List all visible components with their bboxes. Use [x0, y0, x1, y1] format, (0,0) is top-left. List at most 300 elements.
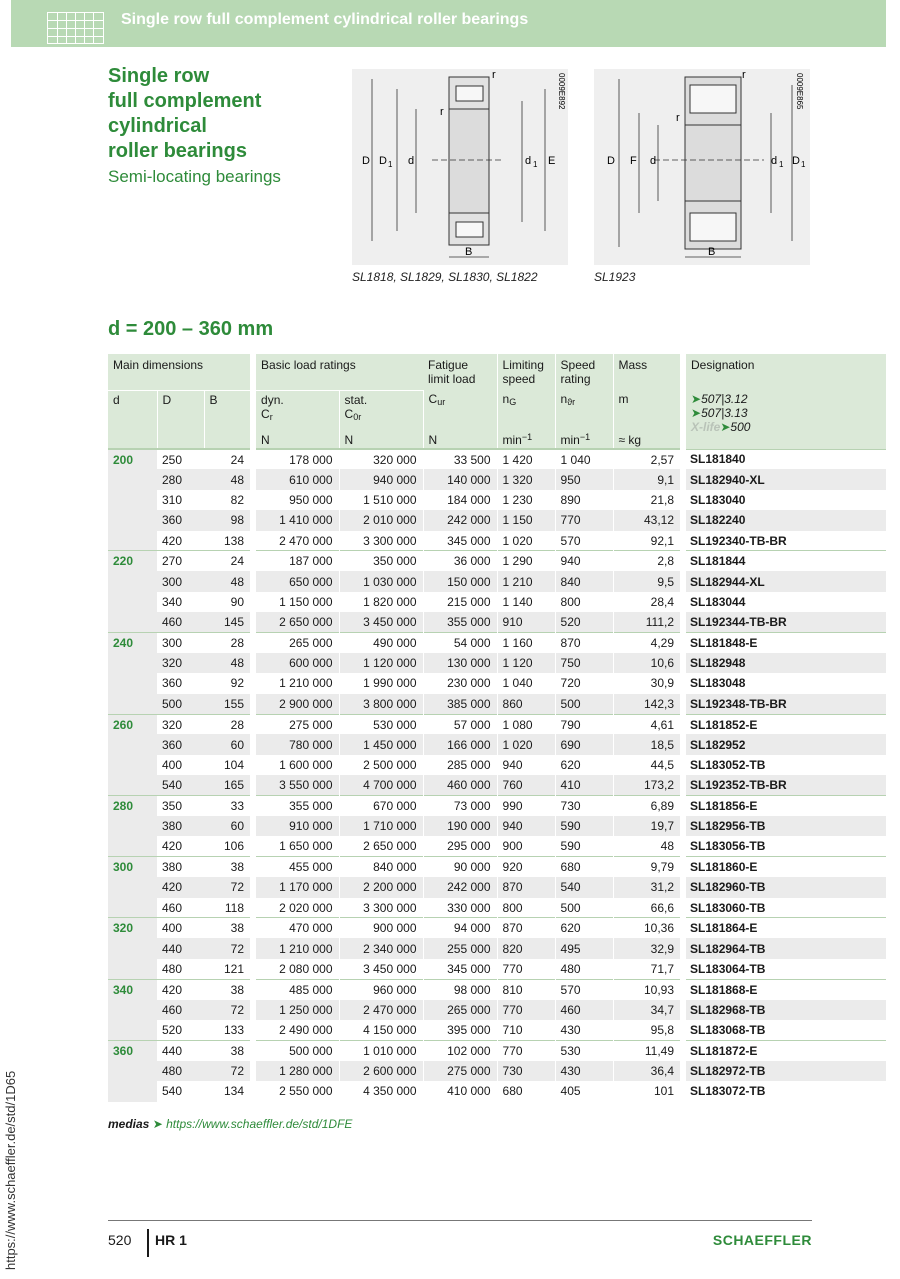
fatigue-limit: 184 000	[423, 490, 497, 510]
unit-min-1: $\min^{-1}$	[497, 430, 555, 449]
table-row	[108, 877, 886, 897]
unit-n-1: N	[256, 430, 339, 449]
col-m: m	[613, 390, 680, 430]
outer-diameter: 270	[157, 551, 204, 571]
table-row	[108, 694, 886, 714]
table-row	[108, 653, 886, 673]
speed-rating: 530	[555, 1040, 613, 1060]
col-B: B	[204, 390, 250, 430]
static-load: 2 500 000	[339, 755, 423, 775]
designation-refs[interactable]: ➤507|3.12 ➤507|3.13 X-life➤500	[686, 390, 886, 449]
designation: SL181868-E	[686, 979, 886, 999]
fatigue-limit: 410 000	[423, 1081, 497, 1101]
limiting-speed: 860	[497, 694, 555, 714]
col-cr: dyn. $C_r$	[256, 390, 339, 430]
static-load: 3 450 000	[339, 959, 423, 979]
table-row	[108, 490, 886, 510]
width: 24	[204, 551, 250, 571]
table-grid-icon	[47, 12, 104, 44]
fatigue-limit: 54 000	[423, 633, 497, 653]
table-row	[108, 836, 886, 856]
fatigue-limit: 275 000	[423, 1061, 497, 1081]
outer-diameter: 360	[157, 510, 204, 530]
dynamic-load: 1 600 000	[256, 755, 339, 775]
width: 38	[204, 857, 250, 877]
table-row	[108, 857, 886, 877]
width: 133	[223, 1022, 245, 1037]
speed-rating: 410	[555, 775, 613, 795]
dynamic-load: 910 000	[256, 816, 339, 836]
fatigue-limit: 94 000	[423, 918, 497, 938]
speed-rating: 495	[555, 938, 613, 958]
footer-divider	[108, 1220, 812, 1221]
limiting-speed: 820	[497, 938, 555, 958]
speed-rating: 680	[555, 857, 613, 877]
static-load: 2 010 000	[339, 510, 423, 530]
speed-rating: 540	[555, 877, 613, 897]
table-row	[108, 938, 886, 958]
outer-diameter: 360	[157, 734, 204, 754]
designation: SL181840	[686, 449, 886, 469]
header-fatigue: Fatigue limit load	[423, 354, 497, 390]
page-subtitle: Semi-locating bearings	[108, 167, 281, 186]
dynamic-load: 275 000	[256, 714, 339, 734]
speed-rating: 800	[555, 592, 613, 612]
width: 155	[204, 694, 250, 714]
mass: 9,1	[613, 469, 680, 489]
table-row	[108, 469, 886, 489]
designation: SL181848-E	[686, 633, 886, 653]
table-row	[108, 755, 886, 775]
dynamic-load: 1 210 000	[256, 938, 339, 958]
table-row	[108, 571, 886, 591]
designation: SL183052-TB	[690, 758, 766, 773]
outer-diameter: 280	[157, 469, 204, 489]
outer-diameter: 400	[157, 918, 204, 938]
speed-rating: 590	[555, 816, 613, 836]
col-ng: $n_G$	[497, 390, 555, 430]
mass: 10,36	[613, 918, 680, 938]
limiting-speed: 1 020	[497, 531, 555, 551]
bore-diameter: 260	[108, 714, 157, 796]
label-d1-sub: 1	[533, 160, 538, 169]
limiting-speed: 810	[497, 979, 555, 999]
designation: SL181872-E	[686, 1040, 886, 1060]
static-load: 1 510 000	[339, 490, 423, 510]
dynamic-load: 355 000	[256, 796, 339, 816]
table-row	[108, 734, 886, 754]
fatigue-limit: 102 000	[423, 1040, 497, 1060]
limiting-speed: 1 150	[497, 510, 555, 530]
mass: 31,2	[613, 877, 680, 897]
bore-diameter: 320	[108, 918, 157, 979]
speed-rating: 460	[555, 1000, 613, 1020]
static-load: 1 990 000	[339, 673, 423, 693]
label-E: E	[548, 155, 556, 167]
table-row	[108, 1040, 886, 1060]
speed-rating: 870	[555, 633, 613, 653]
label-r1: r	[492, 69, 496, 81]
mass: 66,6	[650, 900, 675, 915]
designation: SL182944-XL	[686, 571, 886, 591]
limiting-speed: 760	[497, 775, 555, 795]
designation: SL192340-TB-BR	[690, 533, 787, 548]
mass: 44,5	[650, 758, 675, 773]
dynamic-load: 178 000	[256, 449, 339, 469]
width: 38	[204, 979, 250, 999]
link-arrow-icon: ➤	[152, 1117, 163, 1131]
header-speed-rating: Speed rating	[555, 354, 613, 390]
static-load: 530 000	[339, 714, 423, 734]
fatigue-limit: 355 000	[423, 612, 497, 632]
drawing-code-1: 0009E892	[557, 73, 566, 110]
limiting-speed: 1 140	[497, 592, 555, 612]
table-row	[108, 510, 886, 530]
designation: SL182952	[686, 734, 886, 754]
col-cur: $C_{ur}$	[423, 390, 497, 430]
outer-diameter: 540	[157, 775, 204, 795]
dynamic-load: 1 250 000	[256, 1000, 339, 1020]
width: 28	[204, 714, 250, 734]
outer-diameter: 360	[162, 676, 183, 691]
fatigue-limit: 90 000	[423, 857, 497, 877]
table-row	[108, 898, 886, 918]
speed-rating: 620	[555, 755, 613, 775]
bore-diameter: 340	[108, 979, 157, 1040]
static-load: 350 000	[339, 551, 423, 571]
table-row	[108, 959, 886, 979]
limiting-speed: 1 040	[497, 673, 555, 693]
unit-kg: ≈ kg	[613, 430, 680, 449]
page-title: Single row full complement cylindrical roller bearings	[108, 65, 262, 162]
bearing-table	[108, 354, 886, 1102]
limiting-speed: 870	[497, 918, 555, 938]
mass: 95,8	[650, 1022, 675, 1037]
outer-diameter: 250	[157, 449, 204, 469]
fatigue-limit: 230 000	[423, 673, 497, 693]
dynamic-load: 600 000	[256, 653, 339, 673]
outer-diameter: 460	[157, 612, 204, 632]
label-d1: d	[525, 155, 532, 167]
static-load: 900 000	[339, 918, 423, 938]
speed-rating: 720	[555, 673, 613, 693]
header-main-dimensions: Main dimensions	[108, 354, 250, 390]
width: 38	[204, 918, 250, 938]
designation: SL181856-E	[686, 796, 886, 816]
width: 106	[223, 839, 245, 854]
static-load: 670 000	[339, 796, 423, 816]
speed-rating: 590	[555, 836, 613, 856]
outer-diameter: 300	[157, 571, 204, 591]
dynamic-load: 1 280 000	[256, 1061, 339, 1081]
width: 60	[204, 734, 250, 754]
fatigue-limit: 385 000	[423, 694, 497, 714]
limiting-speed: 770	[497, 959, 555, 979]
designation: SL182972-TB	[686, 1061, 886, 1081]
dynamic-load: 265 000	[256, 633, 339, 653]
document-id: HR 1	[155, 1232, 187, 1248]
dynamic-load: 1 170 000	[256, 877, 339, 897]
col-d: d	[108, 390, 157, 430]
speed-rating: 620	[555, 918, 613, 938]
speed-rating: 500	[555, 694, 613, 714]
static-load: 320 000	[339, 449, 423, 469]
speed-rating: 840	[555, 571, 613, 591]
fatigue-limit: 130 000	[423, 653, 497, 673]
outer-diameter: 520	[162, 1022, 183, 1037]
dynamic-load: 2 650 000	[256, 612, 339, 632]
width: 38	[204, 1040, 250, 1060]
designation: SL192352-TB-BR	[686, 775, 886, 795]
static-load: 2 340 000	[339, 938, 423, 958]
dynamic-load: 1 650 000	[256, 836, 339, 856]
mass: 18,5	[613, 734, 680, 754]
header-designation: Designation	[686, 354, 886, 390]
drawing-caption-1: SL1818, SL1829, SL1830, SL1822	[352, 270, 538, 284]
static-load: 3 450 000	[339, 612, 423, 632]
header-limiting-speed: Limiting speed	[497, 354, 555, 390]
mass: 6,89	[613, 796, 680, 816]
speed-rating: 430	[555, 1061, 613, 1081]
outer-diameter: 540	[162, 1084, 183, 1099]
designation: SL182956-TB	[686, 816, 886, 836]
speed-rating: 890	[555, 490, 613, 510]
col-nvr: $n_{ϑr}$	[555, 390, 613, 430]
outer-diameter: 320	[157, 653, 204, 673]
limiting-speed: 770	[497, 1040, 555, 1060]
static-load: 2 200 000	[339, 877, 423, 897]
speed-rating: 940	[555, 551, 613, 571]
header-basic-load-ratings: Basic load ratings	[256, 354, 423, 390]
static-load: 4 700 000	[339, 775, 423, 795]
speed-rating: 790	[555, 714, 613, 734]
table-row	[108, 1000, 886, 1020]
width: 121	[223, 961, 245, 976]
bore-diameter: 200	[108, 449, 157, 551]
static-load: 1 710 000	[339, 816, 423, 836]
designation: SL182960-TB	[686, 877, 886, 897]
dynamic-load: 1 150 000	[256, 592, 339, 612]
label-d: d	[650, 155, 657, 167]
limiting-speed: 1 160	[497, 633, 555, 653]
col-D: D	[157, 390, 204, 430]
speed-rating: 770	[555, 510, 613, 530]
outer-diameter: 460	[162, 900, 183, 915]
table-row	[108, 449, 886, 469]
fatigue-limit: 215 000	[423, 592, 497, 612]
mass: 19,7	[613, 816, 680, 836]
fatigue-limit: 242 000	[423, 510, 497, 530]
static-load: 4 150 000	[339, 1020, 423, 1040]
limiting-speed: 730	[497, 1061, 555, 1081]
limiting-speed: 920	[497, 857, 555, 877]
fatigue-limit: 255 000	[423, 938, 497, 958]
static-load: 1 820 000	[339, 592, 423, 612]
designation: SL183048	[690, 676, 746, 691]
drawing-caption-2: SL1923	[594, 270, 636, 284]
label-d1: d	[771, 155, 778, 167]
designation: SL183060-TB	[690, 900, 766, 915]
outer-diameter: 460	[157, 1000, 204, 1020]
width: 24	[204, 449, 250, 469]
designation: SL183044	[690, 594, 746, 609]
outer-diameter: 420	[157, 877, 204, 897]
limiting-speed: 800	[497, 898, 555, 918]
fatigue-limit: 98 000	[423, 979, 497, 999]
label-D: D	[362, 155, 370, 167]
unit-n-3: N	[423, 430, 497, 449]
table-row	[108, 592, 886, 612]
limiting-speed: 1 230	[497, 490, 555, 510]
table-row	[108, 918, 886, 938]
width: 104	[223, 758, 245, 773]
outer-diameter: 310	[162, 492, 183, 507]
designation: SL183056-TB	[690, 839, 766, 854]
label-r2: r	[676, 112, 680, 124]
limiting-speed: 1 020	[497, 734, 555, 754]
width: 72	[204, 1061, 250, 1081]
bore-diameter: 360	[108, 1040, 157, 1101]
designation: SL182940-XL	[686, 469, 886, 489]
limiting-speed: 990	[497, 796, 555, 816]
table-row	[108, 633, 886, 653]
speed-rating: 405	[555, 1081, 613, 1101]
dynamic-load: 2 080 000	[256, 959, 339, 979]
fatigue-limit: 73 000	[423, 796, 497, 816]
mass: 11,49	[613, 1040, 680, 1060]
designation: SL183068-TB	[690, 1022, 766, 1037]
bore-diameter: 280	[108, 796, 157, 857]
designation: SL183064-TB	[690, 961, 766, 976]
label-D: D	[607, 155, 615, 167]
fatigue-limit: 265 000	[423, 1000, 497, 1020]
table-row	[108, 673, 886, 693]
static-load: 490 000	[339, 633, 423, 653]
outer-diameter: 420	[162, 533, 183, 548]
outer-diameter: 400	[162, 758, 183, 773]
width: 72	[204, 938, 250, 958]
limiting-speed: 710	[497, 1020, 555, 1040]
range-title: d = 200 – 360 mm	[108, 318, 274, 340]
table-row	[108, 775, 886, 795]
table-row	[108, 796, 886, 816]
mass: 4,61	[613, 714, 680, 734]
width: 48	[204, 571, 250, 591]
mass: 21,8	[650, 492, 675, 507]
width: 92	[230, 676, 245, 691]
mass: 48	[660, 839, 675, 854]
fatigue-limit: 460 000	[423, 775, 497, 795]
width: 48	[204, 653, 250, 673]
designation: SL182240	[686, 510, 886, 530]
header-mass: Mass	[613, 354, 680, 390]
static-load: 1 120 000	[339, 653, 423, 673]
table-row	[108, 1061, 886, 1081]
mass: 10,93	[613, 979, 680, 999]
width: 98	[204, 510, 250, 530]
designation: SL183072-TB	[690, 1084, 766, 1099]
static-load: 960 000	[339, 979, 423, 999]
table-row	[108, 979, 886, 999]
limiting-speed: 1 210	[497, 571, 555, 591]
dynamic-load: 500 000	[256, 1040, 339, 1060]
fatigue-limit: 150 000	[423, 571, 497, 591]
unit-n-2: N	[339, 430, 423, 449]
dynamic-load: 950 000	[256, 490, 339, 510]
mass: 173,2	[613, 775, 680, 795]
dynamic-load: 1 210 000	[256, 673, 339, 693]
fatigue-limit: 166 000	[423, 734, 497, 754]
mass: 2,8	[613, 551, 680, 571]
limiting-speed: 900	[497, 836, 555, 856]
dynamic-load: 2 490 000	[256, 1020, 339, 1040]
dynamic-load: 485 000	[256, 979, 339, 999]
outer-diameter: 350	[157, 796, 204, 816]
bearing-drawing-1	[352, 69, 568, 265]
outer-diameter: 420	[162, 839, 183, 854]
static-load: 3 300 000	[339, 898, 423, 918]
col-c0r: stat. $C_{0r}$	[339, 390, 423, 430]
mass: 111,2	[613, 612, 680, 632]
speed-rating: 500	[555, 898, 613, 918]
width: 90	[230, 594, 245, 609]
table-row	[108, 612, 886, 632]
outer-diameter: 300	[157, 633, 204, 653]
static-load: 840 000	[339, 857, 423, 877]
unit-min-2: $\min^{-1}$	[555, 430, 613, 449]
dynamic-load: 187 000	[256, 551, 339, 571]
width: 72	[204, 1000, 250, 1020]
fatigue-limit: 345 000	[423, 959, 497, 979]
table-row	[108, 714, 886, 734]
limiting-speed: 940	[497, 755, 555, 775]
limiting-speed: 1 420	[497, 449, 555, 469]
side-url[interactable]: https://www.schaeffler.de/std/1D65	[3, 1070, 18, 1270]
speed-rating: 950	[555, 469, 613, 489]
medias-link[interactable]: https://www.schaeffler.de/std/1DFE	[166, 1117, 353, 1131]
limiting-speed: 1 290	[497, 551, 555, 571]
page-number: 520	[108, 1232, 132, 1248]
static-load: 4 350 000	[339, 1081, 423, 1101]
fatigue-limit: 36 000	[423, 551, 497, 571]
table-row	[108, 816, 886, 836]
width: 138	[223, 533, 245, 548]
dynamic-load: 1 410 000	[256, 510, 339, 530]
speed-rating: 750	[555, 653, 613, 673]
width: 82	[230, 492, 245, 507]
mass: 101	[653, 1084, 675, 1099]
speed-rating: 520	[555, 612, 613, 632]
mass: 34,7	[613, 1000, 680, 1020]
limiting-speed: 910	[497, 612, 555, 632]
limiting-speed: 680	[497, 1081, 555, 1101]
static-load: 1 450 000	[339, 734, 423, 754]
limiting-speed: 1 080	[497, 714, 555, 734]
static-load: 2 470 000	[339, 1000, 423, 1020]
designation: SL181864-E	[686, 918, 886, 938]
bore-diameter: 220	[108, 551, 157, 633]
mass: 9,79	[613, 857, 680, 877]
static-load: 3 800 000	[339, 694, 423, 714]
dynamic-load: 2 900 000	[256, 694, 339, 714]
fatigue-limit: 330 000	[423, 898, 497, 918]
table-row	[108, 1081, 886, 1101]
outer-diameter: 440	[157, 1040, 204, 1060]
fatigue-limit: 295 000	[423, 836, 497, 856]
mass: 2,57	[613, 449, 680, 469]
outer-diameter: 500	[157, 694, 204, 714]
dynamic-load: 2 550 000	[256, 1081, 339, 1101]
